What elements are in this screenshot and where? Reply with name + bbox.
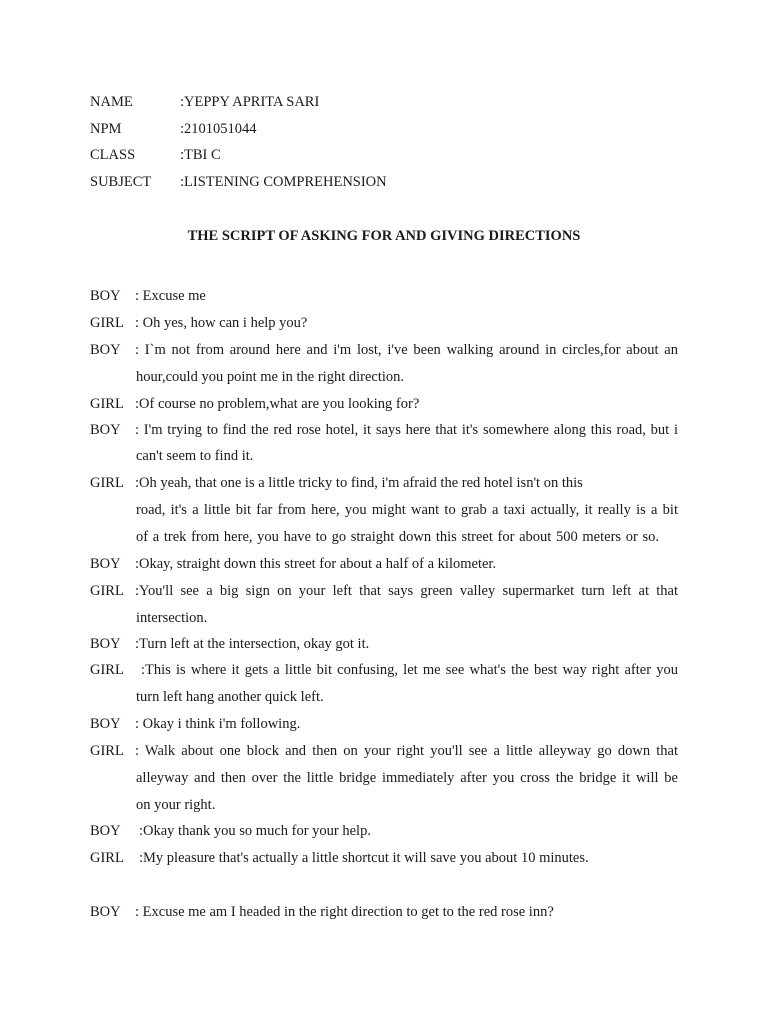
dialogue-line [0,286,768,306]
speaker-label: BOY [90,556,121,572]
speaker-label: BOY [90,636,121,652]
dialogue-text: : I`m not from around here and i'm lost, i've been walking around in circles,for about an [135,342,678,358]
dialogue-line [0,902,768,922]
dialogue-line [0,394,768,414]
dialogue-line [0,634,768,654]
dialogue-continuation: road, it's a little bit far from here, you might want to grab a taxi actually, it really is a bit [136,502,678,518]
speaker-label: GIRL [90,475,124,491]
dialogue-line [0,714,768,734]
dialogue-line [0,340,768,360]
dialogue-text: :My pleasure that's actually a little shortcut it will save you about 10 minutes. [139,850,589,866]
subject-label: SUBJECT [90,174,152,190]
dialogue-line [0,848,768,868]
speaker-label: GIRL [90,396,124,412]
class-value: :TBI C [180,147,221,163]
dialogue-line [0,554,768,574]
dialogue-continuation: on your right. [136,797,216,813]
npm-value: :2101051044 [180,121,257,137]
dialogue-line [0,581,768,601]
dialogue-continuation: turn left hang another quick left. [136,689,324,705]
page-title: THE SCRIPT OF ASKING FOR AND GIVING DIRECTIONS [187,228,581,244]
dialogue-line [0,821,768,841]
dialogue-line [0,313,768,333]
dialogue-line [0,473,768,493]
dialogue-text: :Okay, straight down this street for about a half of a kilometer. [135,556,497,572]
dialogue-text: :Oh yeah, that one is a little tricky to find, i'm afraid the red hotel isn't on this [135,475,583,491]
dialogue-continuation: intersection. [136,610,208,626]
dialogue-text: :Of course no problem,what are you looking for? [135,396,420,412]
dialogue-text: : Okay i think i'm following. [135,716,301,732]
dialogue-text: :This is where it gets a little bit confusing, let me see what's the best way right after you [141,662,678,678]
dialogue-continuation: of a trek from here, you have to go straight down this street for about 500 meters or so. [136,529,659,545]
dialogue-continuation: can't seem to find it. [136,448,254,464]
dialogue-line [0,741,768,761]
speaker-label: GIRL [90,850,124,866]
speaker-label: GIRL [90,743,124,759]
dialogue-text: :Okay thank you so much for your help. [139,823,371,839]
dialogue-text: :You'll see a big sign on your left that says green valley supermarket turn left at that [135,583,678,599]
speaker-label: BOY [90,288,121,304]
dialogue-text: : Oh yes, how can i help you? [135,315,308,331]
speaker-label: BOY [90,422,121,438]
speaker-label: GIRL [90,583,124,599]
speaker-label: BOY [90,342,121,358]
dialogue-text: : I'm trying to find the red rose hotel, it says here that it's somewhere along this road, but i [135,422,678,438]
speaker-label: GIRL [90,315,124,331]
dialogue-text: : Walk about one block and then on your right you'll see a little alleyway go down that [135,743,678,759]
speaker-label: BOY [90,716,121,732]
dialogue-line [0,420,768,440]
npm-label: NPM [90,121,122,137]
dialogue-line [0,660,768,680]
speaker-label: BOY [90,904,121,920]
name-value: :YEPPY APRITA SARI [180,94,320,110]
speaker-label: BOY [90,823,121,839]
dialogue-continuation: hour,could you point me in the right direction. [136,369,405,385]
name-label: NAME [90,94,133,110]
dialogue-text: : Excuse me [135,288,206,304]
class-label: CLASS [90,147,136,163]
speaker-label: GIRL [90,662,124,678]
subject-value: :LISTENING COMPREHENSION [180,174,387,190]
dialogue-text: : Excuse me am I headed in the right direction to get to the red rose inn? [135,904,554,920]
dialogue-text: :Turn left at the intersection, okay got it. [135,636,370,652]
dialogue-continuation: alleyway and then over the little bridge immediately after you cross the bridge it will be [136,770,678,786]
